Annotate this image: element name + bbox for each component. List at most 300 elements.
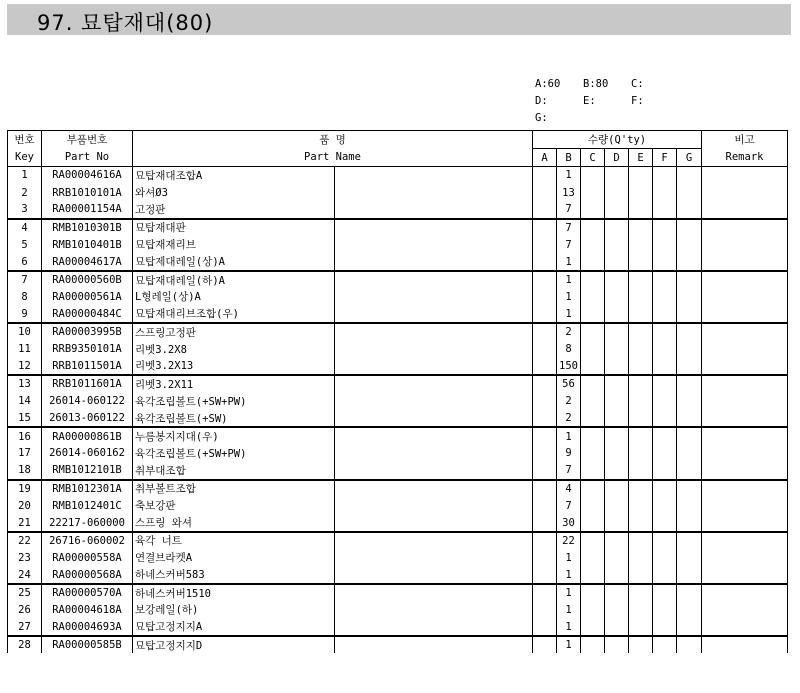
header-remark-ko: 비고 [702,131,788,149]
row-qty-a [533,167,557,184]
row-part-name: 축보강판 [133,497,335,514]
row-qty-a [533,323,557,340]
row-qty-g [677,427,702,444]
row-qty-f [653,636,677,653]
row-remark [702,219,788,236]
row-qty-a [533,271,557,288]
row-qty-c [581,271,605,288]
row-qty-d [605,480,629,497]
row-qty-c [581,306,605,323]
row-remark [702,393,788,410]
row-remark [702,306,788,323]
row-qty-c [581,323,605,340]
row-qty-f [653,167,677,184]
row-qty-a [533,340,557,357]
legend-e: E: [583,95,596,107]
row-remark [702,167,788,184]
row-qty-d [605,532,629,549]
row-key: 11 [8,340,42,357]
row-key: 27 [8,619,42,636]
row-qty-d [605,514,629,531]
row-remark [702,271,788,288]
row-qty-f [653,410,677,427]
row-part-name: 육각조립볼트(+SW+PW) [133,393,335,410]
row-qty-e [629,271,653,288]
row-qty-c [581,236,605,253]
row-qty-a [533,619,557,636]
row-qty-a [533,636,557,653]
row-qty-a [533,497,557,514]
row-key: 7 [8,271,42,288]
row-qty-a [533,601,557,618]
row-qty-f [653,549,677,566]
header-part-en: Part No [42,149,133,167]
row-qty-f [653,358,677,375]
row-part-name-extra [335,462,533,479]
row-part-name: 하네스커버1510 [133,584,335,601]
header-qty-a: A [533,149,557,167]
header-qty-ko: 수량(Q'ty) [533,131,702,149]
row-qty-g [677,323,702,340]
row-qty-c [581,601,605,618]
row-remark [702,462,788,479]
row-part-name: 묘탑고정지지D [133,636,335,653]
row-qty-a [533,201,557,218]
table-row [8,201,788,218]
row-qty-e [629,549,653,566]
row-part-no: RA00000861B [42,427,133,444]
row-qty-d [605,636,629,653]
row-qty-c [581,167,605,184]
row-qty-b: 56 [557,375,581,392]
quantity-legend-row [535,110,679,127]
row-qty-c [581,549,605,566]
row-part-no: RMB1012401C [42,497,133,514]
header-remark-en: Remark [702,149,788,167]
row-part-no: RA00000568A [42,566,133,583]
row-part-name-extra [335,219,533,236]
table-row [8,462,788,479]
row-qty-d [605,306,629,323]
row-qty-e [629,532,653,549]
row-qty-c [581,636,605,653]
header-name-ko: 품 명 [133,131,533,149]
row-qty-c [581,393,605,410]
row-qty-b: 1 [557,167,581,184]
row-qty-d [605,219,629,236]
row-part-name: 스프링고정판 [133,323,335,340]
table-row [8,480,788,497]
row-part-name-extra [335,288,533,305]
row-qty-d [605,340,629,357]
row-qty-g [677,358,702,375]
row-qty-d [605,584,629,601]
row-qty-c [581,375,605,392]
row-qty-e [629,636,653,653]
row-part-name: 묘탑재재리브 [133,236,335,253]
quantity-legend-row [535,76,679,93]
table-row [8,393,788,410]
row-qty-g [677,236,702,253]
row-qty-a [533,445,557,462]
legend-c: C: [631,78,644,90]
row-qty-f [653,219,677,236]
row-key: 17 [8,445,42,462]
row-part-name-extra [335,393,533,410]
row-qty-g [677,184,702,201]
row-part-name-extra [335,375,533,392]
row-qty-a [533,219,557,236]
row-part-name-extra [335,410,533,427]
row-qty-b: 2 [557,393,581,410]
row-part-name: 취부볼트조합 [133,480,335,497]
row-qty-d [605,358,629,375]
row-qty-a [533,410,557,427]
row-key: 4 [8,219,42,236]
row-key: 26 [8,601,42,618]
row-part-no: 26013-060122 [42,410,133,427]
row-part-no: RRB1011601A [42,375,133,392]
table-row [8,514,788,531]
row-remark [702,375,788,392]
row-qty-f [653,201,677,218]
row-qty-c [581,462,605,479]
row-qty-d [605,288,629,305]
row-qty-d [605,601,629,618]
row-qty-e [629,306,653,323]
header-row-english [8,149,788,167]
row-part-name: 리벳3.2X8 [133,340,335,357]
row-key: 23 [8,549,42,566]
row-qty-g [677,253,702,270]
row-part-no: RA00000558A [42,549,133,566]
row-qty-a [533,462,557,479]
row-part-name-extra [335,601,533,618]
row-qty-a [533,584,557,601]
table-row [8,584,788,601]
header-row-korean [8,131,788,149]
row-qty-f [653,497,677,514]
row-part-name: 취부대조합 [133,462,335,479]
row-part-name-extra [335,201,533,218]
row-key: 15 [8,410,42,427]
header-key-ko: 번호 [8,131,42,149]
table-row [8,236,788,253]
row-remark [702,566,788,583]
row-qty-e [629,584,653,601]
row-qty-b: 22 [557,532,581,549]
row-part-name: 리벳3.2X13 [133,358,335,375]
quantity-legend [535,76,679,127]
table-row [8,375,788,392]
row-qty-e [629,462,653,479]
header-qty-d: D [605,149,629,167]
row-qty-g [677,619,702,636]
row-qty-d [605,271,629,288]
row-remark [702,532,788,549]
table-row [8,306,788,323]
row-qty-e [629,619,653,636]
row-qty-e [629,219,653,236]
row-qty-a [533,549,557,566]
row-qty-a [533,532,557,549]
row-qty-b: 7 [557,201,581,218]
row-part-name: 누름봉지지대(우) [133,427,335,444]
row-qty-b: 1 [557,288,581,305]
row-qty-e [629,393,653,410]
row-qty-b: 1 [557,566,581,583]
table-row [8,427,788,444]
row-qty-c [581,584,605,601]
row-qty-a [533,184,557,201]
row-qty-b: 9 [557,445,581,462]
header-qty-e: E [629,149,653,167]
row-qty-d [605,427,629,444]
row-qty-g [677,532,702,549]
row-qty-f [653,393,677,410]
row-qty-d [605,375,629,392]
row-key: 13 [8,375,42,392]
row-part-name-extra [335,306,533,323]
row-part-name-extra [335,566,533,583]
row-part-name: 고정판 [133,201,335,218]
row-key: 3 [8,201,42,218]
row-part-name-extra [335,167,533,184]
row-qty-e [629,514,653,531]
row-qty-c [581,445,605,462]
row-part-name-extra [335,480,533,497]
row-qty-a [533,306,557,323]
row-part-name-extra [335,358,533,375]
row-qty-f [653,184,677,201]
row-qty-f [653,480,677,497]
row-qty-g [677,480,702,497]
row-part-no: RA00003995B [42,323,133,340]
row-qty-g [677,271,702,288]
row-remark [702,549,788,566]
row-qty-d [605,167,629,184]
row-qty-d [605,253,629,270]
row-qty-b: 1 [557,306,581,323]
row-key: 25 [8,584,42,601]
row-part-no: RA00004693A [42,619,133,636]
row-part-name: 육각 너트 [133,532,335,549]
row-qty-b: 7 [557,219,581,236]
table-row [8,497,788,514]
table-row [8,253,788,270]
row-qty-f [653,584,677,601]
row-qty-a [533,566,557,583]
row-part-name: 와셔Ø3 [133,184,335,201]
row-qty-f [653,601,677,618]
table-row [8,410,788,427]
row-part-name: 묘탑재대리브조합(우) [133,306,335,323]
row-qty-f [653,253,677,270]
row-key: 1 [8,167,42,184]
legend-g: G: [535,112,548,124]
header-part-ko: 부품번호 [42,131,133,149]
legend-a: A:60 [535,78,561,90]
row-qty-e [629,167,653,184]
row-qty-f [653,340,677,357]
row-part-name: 묘탑재대조합A [133,167,335,184]
row-part-no: RA00000560B [42,271,133,288]
row-qty-e [629,288,653,305]
row-qty-f [653,236,677,253]
row-remark [702,236,788,253]
header-qty-c: C [581,149,605,167]
row-key: 2 [8,184,42,201]
row-remark [702,636,788,653]
row-key: 21 [8,514,42,531]
row-part-name: 스프링 와셔 [133,514,335,531]
row-qty-a [533,358,557,375]
row-qty-b: 7 [557,236,581,253]
row-qty-f [653,514,677,531]
row-qty-a [533,375,557,392]
row-part-no: RMB1010401B [42,236,133,253]
row-qty-d [605,184,629,201]
row-part-name-extra [335,236,533,253]
row-qty-b: 4 [557,480,581,497]
row-qty-f [653,445,677,462]
header-name-en: Part Name [133,149,533,167]
row-remark [702,480,788,497]
table-row [8,619,788,636]
header-qty-b: B [557,149,581,167]
row-part-no: RA00000570A [42,584,133,601]
row-part-name-extra [335,497,533,514]
row-key: 20 [8,497,42,514]
row-qty-b: 2 [557,410,581,427]
row-qty-b: 1 [557,601,581,618]
row-qty-d [605,410,629,427]
row-part-no: 22217-060000 [42,514,133,531]
legend-b: B:80 [583,78,609,90]
row-part-no: RA00000585B [42,636,133,653]
row-qty-b: 1 [557,271,581,288]
row-qty-a [533,236,557,253]
table-row [8,549,788,566]
row-part-no: RMB1012101B [42,462,133,479]
row-qty-g [677,288,702,305]
row-qty-c [581,497,605,514]
row-qty-b: 8 [557,340,581,357]
row-part-name-extra [335,636,533,653]
row-qty-a [533,514,557,531]
parts-table-body [8,131,788,654]
row-remark [702,358,788,375]
row-qty-a [533,427,557,444]
table-row [8,566,788,583]
row-part-name-extra [335,271,533,288]
row-qty-a [533,288,557,305]
row-part-name-extra [335,514,533,531]
table-row [8,340,788,357]
row-part-name: 보강레일(하) [133,601,335,618]
row-qty-b: 7 [557,497,581,514]
row-qty-c [581,201,605,218]
row-qty-e [629,410,653,427]
row-qty-c [581,514,605,531]
row-qty-b: 1 [557,619,581,636]
row-qty-f [653,427,677,444]
row-part-name: 묘탑고정지지A [133,619,335,636]
row-qty-g [677,375,702,392]
row-qty-b: 1 [557,636,581,653]
row-part-no: RA00004617A [42,253,133,270]
row-qty-g [677,445,702,462]
row-part-name-extra [335,619,533,636]
row-qty-f [653,619,677,636]
row-part-name: L형레일(상)A [133,288,335,305]
row-qty-c [581,619,605,636]
row-key: 28 [8,636,42,653]
table-row [8,636,788,653]
row-part-name: 하네스커버583 [133,566,335,583]
row-part-no: RMB1010301B [42,219,133,236]
row-part-name-extra [335,584,533,601]
row-part-no: 26014-060122 [42,393,133,410]
table-row [8,271,788,288]
row-qty-b: 1 [557,253,581,270]
row-key: 9 [8,306,42,323]
row-qty-c [581,219,605,236]
row-key: 22 [8,532,42,549]
row-qty-g [677,514,702,531]
table-row [8,601,788,618]
row-qty-g [677,584,702,601]
row-qty-f [653,271,677,288]
row-qty-c [581,184,605,201]
row-qty-b: 150 [557,358,581,375]
row-qty-g [677,219,702,236]
table-row [8,532,788,549]
row-qty-d [605,236,629,253]
row-key: 14 [8,393,42,410]
row-qty-b: 13 [557,184,581,201]
row-qty-b: 1 [557,427,581,444]
row-qty-e [629,445,653,462]
row-qty-f [653,532,677,549]
row-part-no: RRB1011501A [42,358,133,375]
row-qty-a [533,253,557,270]
row-key: 5 [8,236,42,253]
row-remark [702,323,788,340]
row-qty-g [677,462,702,479]
row-qty-c [581,340,605,357]
row-qty-d [605,549,629,566]
row-key: 19 [8,480,42,497]
row-qty-d [605,201,629,218]
row-part-no: RRB9350101A [42,340,133,357]
header-qty-g: G [677,149,702,167]
row-remark [702,601,788,618]
row-qty-d [605,462,629,479]
row-remark [702,584,788,601]
row-key: 18 [8,462,42,479]
row-remark [702,410,788,427]
row-qty-e [629,375,653,392]
row-qty-e [629,358,653,375]
row-qty-c [581,358,605,375]
row-key: 10 [8,323,42,340]
row-key: 24 [8,566,42,583]
row-part-name: 육각조립볼트(+SW+PW) [133,445,335,462]
row-qty-e [629,201,653,218]
legend-f: F: [631,95,644,107]
table-row [8,184,788,201]
